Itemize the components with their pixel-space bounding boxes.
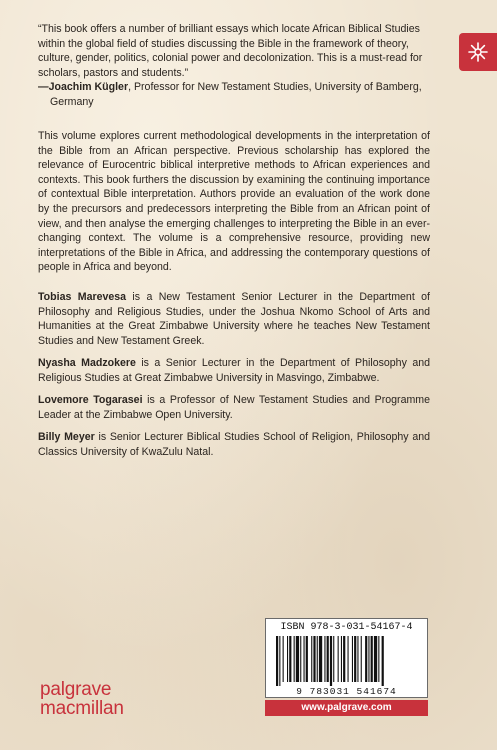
author-name: Nyasha Madzokere [38, 357, 136, 369]
quote-author-role: , Professor for New Testament Studies, University of Bamberg, [128, 81, 422, 94]
barcode-bar [354, 636, 356, 682]
publisher-url[interactable]: www.palgrave.com [265, 700, 428, 716]
barcode-bar [341, 636, 342, 682]
barcode-bar [374, 636, 377, 682]
barcode-bar [287, 636, 288, 682]
barcode-bar [296, 636, 299, 682]
publisher-logo-line2: macmillan [40, 698, 124, 719]
barcode-bar [338, 636, 339, 682]
barcode-bar [283, 636, 284, 682]
isbn-label: ISBN 978-3-031-54167-4 [280, 622, 413, 633]
barcode-bar [371, 636, 373, 682]
quote-attribution [38, 80, 430, 95]
author-name: Billy Meyer [38, 431, 95, 443]
barcode-bars [276, 636, 419, 686]
barcode-bar [317, 636, 318, 682]
publisher-logo-line1: palgrave [40, 679, 112, 700]
author-bio [38, 290, 430, 348]
barcode-bar [357, 636, 358, 682]
endorsement-quote [38, 22, 430, 110]
barcode-bar [311, 636, 312, 682]
quote-author: —Joachim Kügler [38, 81, 129, 94]
barcode-bar [300, 636, 301, 682]
author-bio-text: is a Senior Lecturer in the Department of Philosophy and Religious Studies at Great Zimbabwe University in Masvingo, Zimbabwe. [38, 357, 430, 384]
publisher-logo [40, 680, 124, 718]
isbn-barcode [265, 618, 428, 698]
barcode-bar [313, 636, 315, 682]
barcode-bar [324, 636, 325, 682]
barcode-bar [348, 636, 349, 682]
barcode-bar [279, 636, 280, 686]
author-bio-text: is a New Testament Senior Lecturer in the Department of Philosophy and Religious Studies, under the Joshua Nkomo School of Arts and Humanities at the Great Zimbabwe University where he teaches New Testament Studies and New Testament Greek. [38, 291, 430, 347]
author-bio [38, 393, 430, 422]
barcode-bar [330, 636, 332, 686]
author-name: Tobias Marevesa [38, 291, 127, 303]
author-bio [38, 430, 430, 459]
barcode-bar [304, 636, 305, 682]
springer-badge [459, 33, 497, 71]
barcode-bar [378, 636, 379, 682]
barcode-bar [343, 636, 345, 682]
book-description: This volume explores current methodological developments in the interpretation of the Bible from an African perspective. Previous scholarship has explored the relevance of Eurocentric biblical interpretive methods to African experiences and contexts. This book furthers the discussion by examining the continuing importance of contextual Bible interpretation. Authors provide an evaluation of the work done by the precursors and predecessors interpreting the Bible from an African point of view, and then analyse the emerging challenges to interpreting the Bible in an ever-changing context. The volume is a comprehensive resource, providing new interpretations of the Bible in Africa, and addressing the contemporary questions of people in Africa and beyond. [38, 130, 430, 274]
barcode-bar [361, 636, 362, 682]
barcode-bar [368, 636, 369, 682]
barcode-bar [319, 636, 322, 682]
barcode-bar [382, 636, 384, 686]
author-bio-text: is a Professor of New Testament Studies and Programme Leader at the Zimbabwe Open University. [38, 394, 430, 421]
barcode-bar [333, 636, 334, 682]
barcode-bar [306, 636, 308, 682]
barcode-bar [276, 636, 278, 686]
barcode-digits: 9 783031 541674 [296, 686, 397, 697]
author-bio-text: is Senior Lecturer Biblical Studies School of Religion, Philosophy and Classics University of KwaZulu Natal. [38, 431, 430, 458]
barcode-bar [294, 636, 295, 682]
quote-text: “This book offers a number of brilliant essays which locate African Biblical Studies within the global field of studies discussing the Bible in the framework of theory, culture, gender, politics, colonial power and decolonization. This is a must-read for scholars, pastors and students.” [38, 23, 423, 79]
quote-author-country: Germany [50, 95, 94, 108]
springer-flower-icon [467, 41, 489, 63]
barcode-bar [289, 636, 291, 682]
barcode-bar [352, 636, 353, 682]
author-name: Lovemore Togarasei [38, 394, 143, 406]
author-bio [38, 356, 430, 385]
barcode-bar [327, 636, 329, 682]
barcode-bar [365, 636, 367, 682]
